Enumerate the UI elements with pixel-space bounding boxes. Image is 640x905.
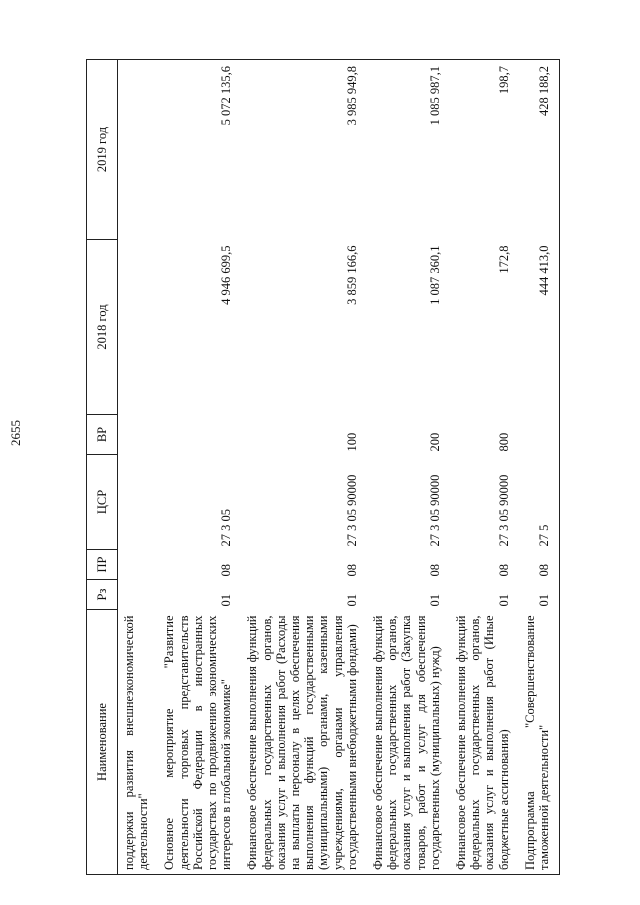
row-name: Подпрограмма "Совершенствование таможенной деятельности" [519, 610, 560, 875]
row-name: Финансовое обеспечение выполнения функций федеральных государственных органов, оказания услуг и выполнения работ (Расходы на выплаты персоналу в целях обеспечения выполнения функций государственными (муниципальными) органами, казенными учреждениями, органами управления государственными внебюджетными фондами) [241, 610, 367, 875]
budget-table [86, 59, 560, 875]
page-number: 2655 [8, 420, 23, 446]
row-2019: 1 085 987,1 [367, 60, 450, 240]
header-name: Наименование [87, 610, 118, 875]
row-vr: 100 [344, 432, 359, 452]
row-csr [118, 455, 159, 550]
row-2018: 3 859 166,6 [344, 245, 359, 305]
row-rz: 01 [344, 594, 359, 607]
row-2019: 5 072 135,6 [158, 60, 241, 240]
header-csr: ЦСР [87, 455, 118, 550]
row-vr [519, 415, 560, 455]
row-pr: 08 [427, 564, 442, 577]
table-row [519, 60, 560, 875]
row-csr: 27 3 05 90000 [344, 474, 359, 547]
row-name: Финансовое обеспечение выполнения функций федеральных государственных органов, оказания услуг и выполнения работ (Закупка товаров, работ и услуг для обеспечения государственных (муниципальных) нужд) [367, 610, 450, 875]
budget-table-sheet [86, 60, 594, 875]
row-vr: 800 [496, 432, 511, 452]
header-2019: 2019 год [87, 60, 118, 240]
table-row [367, 60, 450, 875]
table-row [158, 60, 241, 875]
row-2018: 1 087 360,1 [427, 245, 442, 305]
row-2019: 3 985 949,8 [241, 60, 367, 240]
row-vr [158, 415, 241, 455]
row-2019: 428 188,2 [519, 60, 560, 240]
row-2019 [118, 60, 159, 240]
header-rz: Рз [87, 580, 118, 610]
row-rz: 01 [219, 594, 234, 607]
header-2018: 2018 год [87, 240, 118, 415]
header-vr: ВР [87, 415, 118, 455]
row-csr: 27 3 05 90000 [427, 474, 442, 547]
row-2019: 198,7 [450, 60, 519, 240]
row-rz: 01 [519, 580, 560, 610]
row-vr: 200 [427, 432, 442, 452]
row-2018: 444 413,0 [519, 240, 560, 415]
table-body [118, 60, 560, 875]
row-pr: 08 [344, 564, 359, 577]
table-row [450, 60, 519, 875]
row-csr: 27 5 [519, 455, 560, 550]
table-row [118, 60, 159, 875]
header-pr: ПР [87, 550, 118, 580]
row-csr: 27 3 05 90000 [496, 474, 511, 547]
row-pr: 08 [219, 564, 234, 577]
row-vr [118, 415, 159, 455]
table-row [241, 60, 367, 875]
row-csr: 27 3 05 [219, 509, 234, 547]
row-name: Основное мероприятие "Развитие деятельности торговых представительств Российской Федерации в иностранных государствах по продвижению экономических интересов в глобальной экономике" [158, 610, 241, 875]
row-name: поддержки развития внешнеэкономической деятельности" [118, 610, 159, 875]
row-rz: 01 [496, 594, 511, 607]
row-name: Финансовое обеспечение выполнения функций федеральных государственных органов, оказания услуг и выполнения работ (Иные бюджетные ассигнования) [450, 610, 519, 875]
row-rz [118, 580, 159, 610]
row-2018: 172,8 [496, 245, 511, 274]
row-rz: 01 [427, 594, 442, 607]
row-pr: 08 [496, 564, 511, 577]
table-header [87, 60, 118, 875]
row-2018: 4 946 699,5 [219, 245, 234, 305]
row-2018 [118, 240, 159, 415]
row-pr [118, 550, 159, 580]
row-pr: 08 [519, 550, 560, 580]
